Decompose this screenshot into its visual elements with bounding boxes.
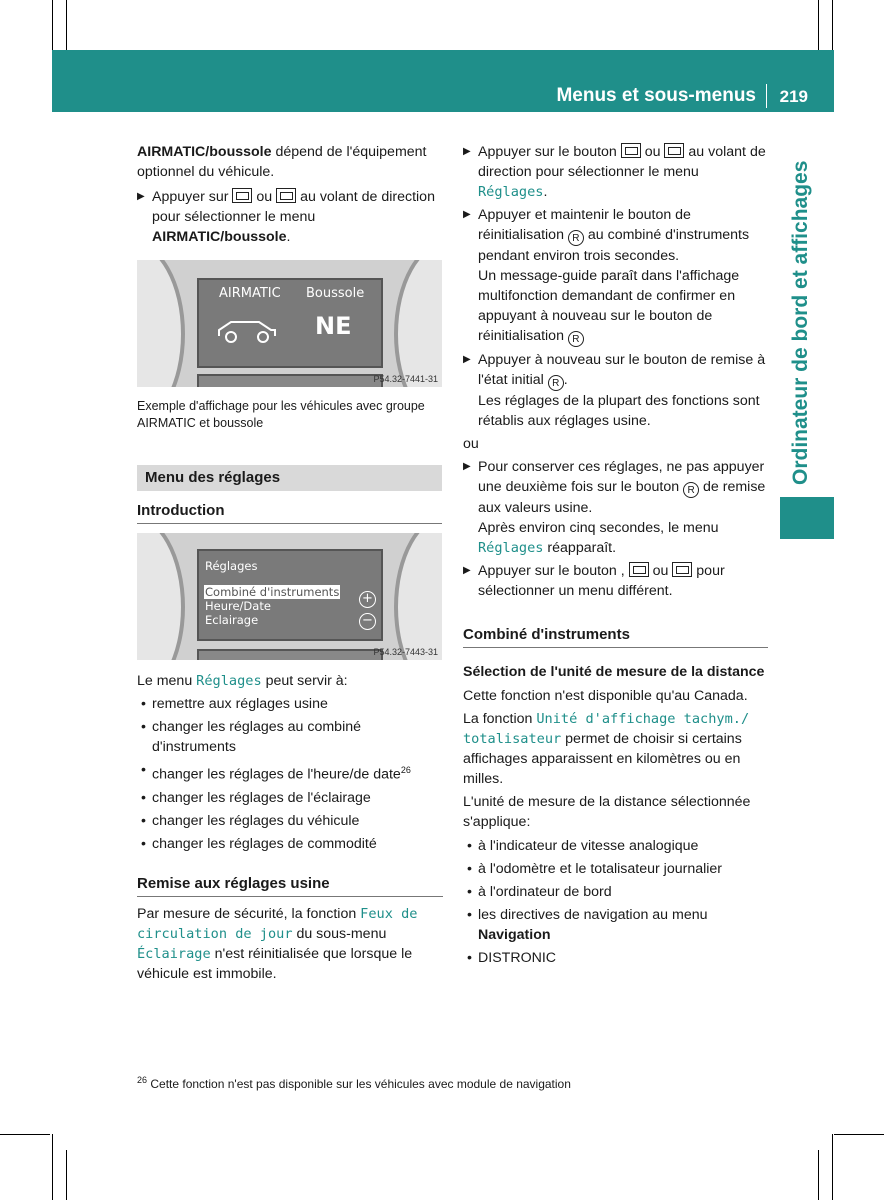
figure-caption: Exemple d'affichage pour les véhicules avec groupe AIRMATIC et boussole	[137, 399, 425, 430]
reset-paragraph: Par mesure de sécurité, la fonction Feux de circulation de jour du sous-menu Éclairage n'est réinitialisée que lorsque le véhicule est immobile.	[137, 905, 418, 982]
right-column	[463, 142, 768, 968]
menu-button-icon	[276, 188, 296, 203]
menu-item-selected: Combiné d'instruments	[205, 585, 340, 599]
reset-button-icon: R	[548, 375, 564, 391]
crop-mark	[52, 0, 53, 50]
dial-right	[394, 533, 442, 660]
applies-paragraph: L'unité de mesure de la distance sélectionnée s'applique:	[463, 794, 751, 830]
function-paragraph: La fonction Unité d'affichage tachym./ totalisateur permet de choisir si certains affichages apparaissent en kilomètres ou en milles.	[463, 711, 750, 787]
side-tab-label: Ordinateur de bord et affichages	[789, 160, 812, 485]
heading-combine: Combiné d'instruments	[463, 625, 768, 648]
airmatic-display-figure	[137, 260, 442, 387]
step-hold-reset: ▶ Appuyer et maintenir le bouton de réinitialisation R au combiné d'instruments pendant environ trois secondes. Un message-guide paraît dans l'affichage multifonction demandant de confirmer en appuyant à nouveau sur le bouton de réinitialisation R	[463, 207, 750, 345]
left-column-lower	[137, 671, 443, 984]
step-select-reglages: ▶ Appuyer sur le bouton ou au volant de direction pour sélectionner le menu Réglages.	[463, 144, 766, 200]
list-item: • à l'ordinateur de bord	[467, 884, 612, 900]
car-icon	[215, 318, 279, 344]
list-item: • DISTRONIC	[467, 950, 557, 966]
heading-unit: Sélection de l'unité de mesure de la distance	[463, 664, 765, 680]
or-text: ou	[463, 436, 479, 452]
reset-button-icon: R	[568, 331, 584, 347]
menu-button-icon	[232, 188, 252, 203]
step-press-again: ▶ Appuyer à nouveau sur le bouton de remise à l'état initial R . Les réglages de la plupart des fonctions sont rétablis aux réglages usine.	[463, 352, 766, 429]
display-lower-panel	[197, 649, 383, 660]
page-title: Menus et sous-menus	[556, 85, 756, 106]
reglages-display-figure	[137, 533, 442, 660]
dial-right	[394, 260, 442, 387]
step-arrow-icon: ▶	[463, 565, 471, 576]
display-label-boussole: Boussole	[306, 286, 365, 301]
menu-button-icon	[621, 143, 641, 158]
list-item: • changer les réglages au combiné d'instruments	[141, 719, 362, 755]
dial-left	[137, 260, 185, 387]
list-item: • les directives de navigation au menu Navigation	[467, 907, 708, 943]
dial-left	[137, 533, 185, 660]
reset-button-icon: R	[568, 230, 584, 246]
side-tab-marker	[780, 497, 834, 539]
page-header	[52, 50, 834, 112]
step-arrow-icon: ▶	[137, 191, 145, 202]
crop-mark	[834, 1134, 884, 1135]
menu-item: Eclairage	[205, 613, 259, 627]
menu-button-icon	[629, 562, 649, 577]
step-keep-settings: ▶ Pour conserver ces réglages, ne pas appuyer une deuxième fois sur le bouton R de remise aux valeurs usine. Après environ cinq secondes, le menu Réglages réapparaît.	[463, 459, 766, 556]
step-arrow-icon: ▶	[463, 461, 471, 472]
crop-mark	[66, 0, 67, 50]
reset-button-icon: R	[683, 482, 699, 498]
crop-mark	[832, 1134, 833, 1200]
figure-code: P54.32-7443-31	[373, 647, 438, 657]
crop-mark	[66, 1150, 67, 1200]
step-arrow-icon: ▶	[463, 209, 471, 220]
list-item: • changer les réglages de l'éclairage	[141, 789, 371, 806]
step-arrow-icon: ▶	[463, 354, 471, 365]
minus-icon: −	[359, 613, 376, 630]
plus-icon: +	[359, 591, 376, 608]
crop-mark	[832, 0, 833, 50]
display-screen	[197, 278, 383, 368]
list-item: • à l'indicateur de vitesse analogique	[467, 838, 699, 854]
menu-button-icon	[672, 562, 692, 577]
page-number: 219	[779, 87, 808, 106]
menu-title: Réglages	[205, 559, 258, 573]
heading-remise: Remise aux réglages usine	[137, 874, 443, 897]
list-item: • changer les réglages de l'heure/de date$^{26}$	[141, 762, 411, 783]
list-item: • changer les réglages du véhicule	[141, 812, 360, 829]
crop-mark	[52, 1134, 53, 1200]
heading-introduction: Introduction	[137, 501, 442, 524]
header-divider	[766, 84, 767, 108]
canada-note: Cette fonction n'est disponible qu'au Canada.	[463, 688, 748, 704]
list-item: • à l'odomètre et le totalisateur journalier	[467, 861, 723, 877]
left-column	[137, 142, 443, 247]
display-lower-panel	[197, 374, 383, 387]
list-item: • remettre aux réglages usine	[141, 696, 328, 712]
menu-intro: Le menu Réglages peut servir à:	[137, 673, 348, 689]
crop-mark	[0, 1134, 50, 1135]
footnote-ref: 26	[400, 765, 411, 775]
list-item: • changer les réglages de commodité	[141, 835, 377, 852]
section-menu-reglages: Menu des réglages	[137, 465, 442, 491]
crop-mark	[818, 1150, 819, 1200]
menu-button-icon	[664, 143, 684, 158]
step-other-menu: ▶ Appuyer sur le bouton , ou pour sélectionner un menu différent.	[463, 563, 725, 599]
crop-mark	[818, 0, 819, 50]
figure-code: P54.32-7441-31	[373, 374, 438, 384]
display-screen	[197, 549, 383, 641]
step-airmatic: ▶ Appuyer sur ou au volant de direction pour sélectionner le menu AIRMATIC/boussole.	[137, 189, 435, 245]
step-arrow-icon: ▶	[463, 146, 471, 157]
footnote: $^{26}$ Cette fonction n'est pas disponible sur les véhicules avec module de navigation	[137, 1075, 571, 1091]
display-label-airmatic: AIRMATIC	[219, 286, 281, 301]
intro-paragraph: AIRMATIC/boussole dépend de l'équipement optionnel du véhicule.	[137, 144, 427, 180]
compass-value: NE	[315, 312, 352, 340]
menu-item: Heure/Date	[205, 599, 271, 613]
